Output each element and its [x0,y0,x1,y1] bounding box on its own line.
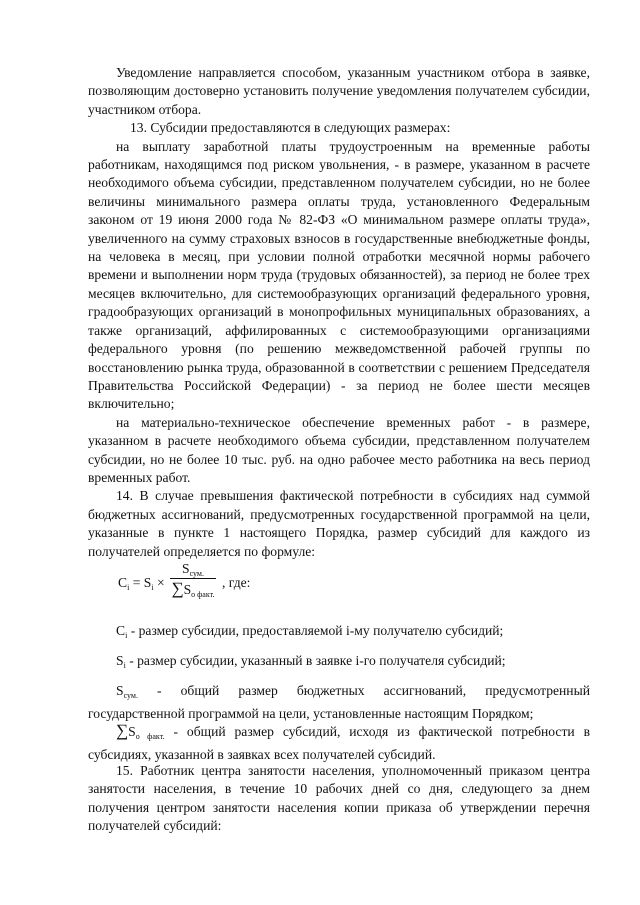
definition-ssum: $S_{сум.}$ - общий размер бюджетных ассигнований, предусмотренный государственной программой на цели, установленные настоящим Порядком; [88,683,590,722]
paragraph-notification: Уведомление направляется способом, указанным участником отбора в заявке, позволяющим достоверно установить получение уведомления получателем субсидии, участником отбора. [88,65,590,117]
paragraph-salary-subsidy: на выплату заработной платы трудоустроенным на временные работы работникам, находящимся под риском увольнения, - в размере, указанном в расчете необходимого объема субсидии, представленном получателем субсидии, но не более величины минимального размера оплаты труда, установленного Федеральным законом от 19 июня 2000 года № 82-ФЗ «О минимальном размере оплаты труда», увеличенного на сумму страховых взносов в государственные внебюджетные фонды, на человека в месяц, при условии полной отработки месячной нормы рабочего времени и выполнении норм труда (трудовых обязанностей), за период не более трех месяцев включительно, для системообразующих организаций федерального уровня, градообразующих организаций в монопрофильных муниципальных образованиях, а также организаций, аффилированных с системообразующими организациями федерального уровня (по решению межведомственной рабочей группы по восстановлению рынка труда, образованной в соответствии с решением Председателя Правительства Российской Федерации) - за период не более шести месяцев включительно; [88,138,590,412]
definition-sfact: $\sum S_{о факт.}$ - общий размер субсидий, исходя из фактической потребности в субсидиях, указанной в заявках всех получателей субсидий. [88,721,590,763]
paragraph-material-support: на материально-техническое обеспечение временных работ - в размере, указанном в расчете необходимого объема субсидии, представленном получателем субсидии, но не более 10 тыс. руб. на одно рабочее место работника на весь период временных работ. [88,414,590,485]
paragraph-13-heading: 13. Субсидии предоставляются в следующих размерах: [130,120,451,136]
formula-fraction [166,560,220,599]
subsidy-formula [118,560,418,610]
formula-lhs: $C_i = S_i$ × [118,575,165,592]
formula-numerator: $S_{сум.}$ [182,561,204,578]
formula-tail: , где: [222,575,251,590]
paragraph-14: 14. В случае превышения фактической потребности в субсидиях над суммой бюджетных ассигнований, предусмотренных государственной программой на цели, указанные в пункте 1 настоящего Порядка, размер субсидий для каждого из получателей определяется по формуле: [88,488,590,559]
upper-text [88,64,590,561]
formula-denominator: $\sum S_{о факт.}$ [171,579,215,599]
paragraph-15: 15. Работник центра занятости населения, уполномоченный приказом центра занятости населения, в течение 10 рабочих дней со дня, следующего за днем получения центром занятости населения копии приказа об утверждении перечня получателей субсидий: [88,763,590,834]
definition-si: $S_i$ - размер субсидии, указанный в заявке i-го получателя субсидий; [116,653,506,670]
definition-ci: $C_i$ - размер субсидии, предоставляемой i-му получателю субсидий; [116,623,504,640]
